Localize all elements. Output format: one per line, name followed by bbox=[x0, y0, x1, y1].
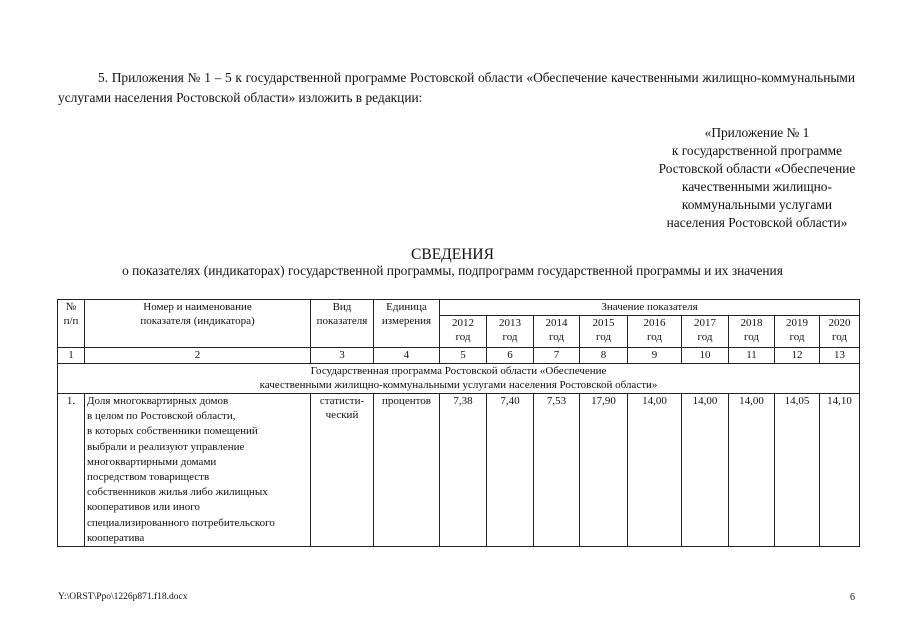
col-num-2: 2 bbox=[85, 348, 311, 364]
value-2015: 17,90 bbox=[580, 394, 628, 547]
page-number: 6 bbox=[850, 592, 855, 603]
value-2019: 14,05 bbox=[775, 394, 820, 547]
col-num-4: 4 bbox=[374, 348, 440, 364]
footer-file-path: Y:\ORST\Ppo\1226p871.f18.docx bbox=[58, 592, 188, 602]
value-2017: 14,00 bbox=[682, 394, 729, 547]
value-2016: 14,00 bbox=[628, 394, 682, 547]
section-title: Государственная программа Ростовской области «Обеспечение качественными жилищно-коммунальными услугами населения Ростовской области» bbox=[58, 364, 860, 394]
header-row-1 bbox=[58, 300, 860, 316]
year-2013: 2013 год bbox=[487, 316, 534, 348]
intro-paragraph: 5. Приложения № 1 – 5 к государственной программе Ростовской области «Обеспечение качественными жилищно-коммунальными услугами населения Ростовской области» изложить в редакции: bbox=[58, 70, 855, 105]
col-num-7: 7 bbox=[534, 348, 580, 364]
value-2018: 14,00 bbox=[729, 394, 775, 547]
appendix-line: к государственной программе bbox=[671, 143, 843, 158]
row-name: Доля многоквартирных домов в целом по Ростовской области, в которых собственники помещений выбрали и реализуют управление многоквартирными домами посредством товариществ собственников жилья либо жилищных кооперативов или иного специализированного потребительского кооператива bbox=[85, 394, 311, 547]
value-2014: 7,53 bbox=[534, 394, 580, 547]
year-2012: 2012 год bbox=[440, 316, 487, 348]
value-2013: 7,40 bbox=[487, 394, 534, 547]
appendix-line: Ростовской области «Обеспечение bbox=[658, 161, 856, 176]
col-num-3: 3 bbox=[311, 348, 374, 364]
year-2016: 2016 год bbox=[628, 316, 682, 348]
header-num: № п/п bbox=[58, 300, 85, 348]
header-type: Вид показателя bbox=[311, 300, 374, 348]
year-2018: 2018 год bbox=[729, 316, 775, 348]
col-num-5: 5 bbox=[440, 348, 487, 364]
column-numbers-row bbox=[58, 348, 860, 364]
col-num-12: 12 bbox=[775, 348, 820, 364]
appendix-line: качественными жилищно- bbox=[682, 179, 832, 194]
appendix-line: населения Ростовской области» bbox=[666, 215, 848, 230]
header-value: Значение показателя bbox=[440, 300, 860, 316]
year-2014: 2014 год bbox=[534, 316, 580, 348]
table-row bbox=[58, 394, 860, 547]
col-num-9: 9 bbox=[628, 348, 682, 364]
row-type: статисти- ческий bbox=[311, 394, 374, 547]
col-num-6: 6 bbox=[487, 348, 534, 364]
col-num-13: 13 bbox=[820, 348, 860, 364]
section-row bbox=[58, 364, 860, 394]
row-num: 1. bbox=[58, 394, 85, 547]
col-num-1: 1 bbox=[58, 348, 85, 364]
col-num-8: 8 bbox=[580, 348, 628, 364]
document-title: СВЕДЕНИЯ bbox=[411, 246, 494, 263]
row-unit: процентов bbox=[374, 394, 440, 547]
year-2017: 2017 год bbox=[682, 316, 729, 348]
header-name: Номер и наименование показателя (индикатора) bbox=[85, 300, 311, 348]
appendix-line: «Приложение № 1 bbox=[704, 125, 810, 140]
appendix-header bbox=[612, 124, 902, 232]
year-2019: 2019 год bbox=[775, 316, 820, 348]
value-2020: 14,10 bbox=[820, 394, 860, 547]
year-2015: 2015 год bbox=[580, 316, 628, 348]
indicators-table bbox=[57, 299, 860, 547]
header-unit: Единица измерения bbox=[374, 300, 440, 348]
col-num-11: 11 bbox=[729, 348, 775, 364]
appendix-line: коммунальными услугами bbox=[681, 197, 833, 212]
col-num-10: 10 bbox=[682, 348, 729, 364]
value-2012: 7,38 bbox=[440, 394, 487, 547]
year-2020: 2020 год bbox=[820, 316, 860, 348]
document-subtitle: о показателях (индикаторах) государственной программы, подпрограмм государственной программы и их значения bbox=[122, 263, 783, 278]
